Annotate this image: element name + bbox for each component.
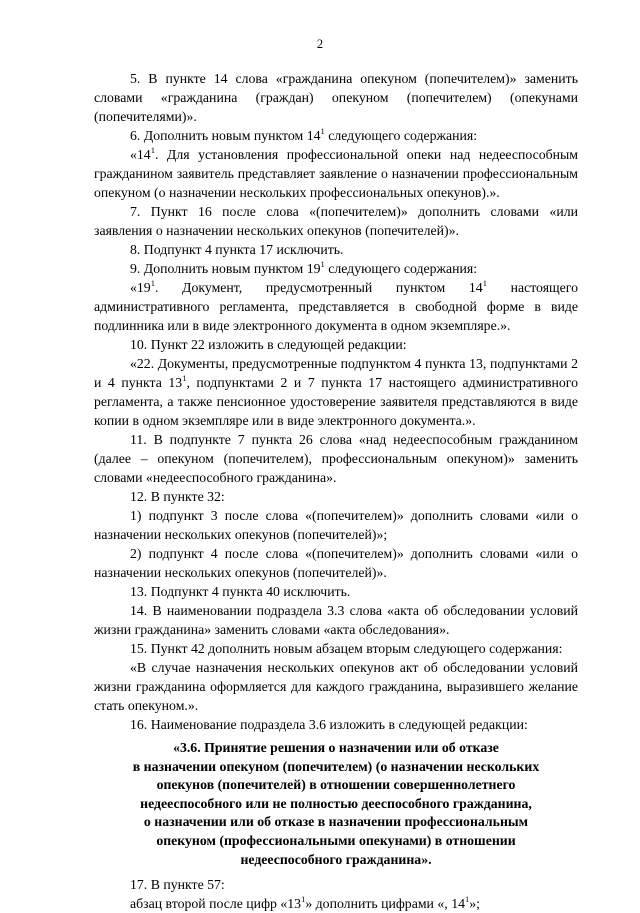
paragraph-p6 — [94, 259, 578, 278]
text-run: 6. Дополнить новым пунктом 14 — [130, 128, 321, 143]
text-run: «14 — [130, 147, 151, 162]
text-run: следующего содержания: — [324, 261, 478, 276]
superscript: 1 — [301, 894, 306, 905]
text-run: , подпунктами 2 и 7 пункта 17 настоящего административного регламента, а также пенсионное удостоверение заявителя представляются в виде копии в одном экземпляре или в виде электронного документа.». — [94, 375, 578, 428]
paragraph-list — [94, 69, 578, 734]
page-number: 2 — [316, 37, 324, 51]
section-heading — [94, 739, 578, 869]
heading-line: недееспособного гражданина». — [240, 851, 432, 867]
paragraph-p18 — [94, 715, 578, 734]
superscript: 1 — [150, 145, 155, 155]
paragraph-p8 — [94, 335, 578, 354]
paragraph-p9 — [94, 354, 578, 430]
text-run: «22. Документы, предусмотренные подпунктом 4 пункта 13, подпунктами 2 и 4 пункта 13 — [94, 356, 578, 390]
text-run: «В случае назначения нескольких опекунов акт об обследовании условий жизни гражданина оформляется для каждого гражданина, выразившего желание стать опекуном.». — [94, 660, 578, 713]
superscript: 1 — [320, 259, 325, 269]
text-run: » дополнить цифрами «, 14 — [305, 896, 465, 912]
paragraph-p19 — [94, 875, 578, 894]
text-run: »; — [469, 896, 480, 912]
heading-line: недееспособного или не полностью дееспособного гражданина, — [140, 795, 532, 811]
superscript: 1 — [320, 126, 325, 136]
paragraph-p15 — [94, 601, 578, 639]
text-run: . Документ, предусмотренный пунктом 14 — [154, 280, 483, 295]
paragraph-p13 — [94, 544, 578, 582]
superscript: 1 — [150, 278, 155, 288]
paragraph-p4 — [94, 202, 578, 240]
text-run: 10. Пункт 22 изложить в следующей редакции: — [130, 337, 407, 352]
heading-line: опекунов (попечителей) в отношении совершеннолетнего — [156, 777, 516, 793]
text-run: 8. Подпункт 4 пункта 17 исключить. — [130, 242, 344, 257]
superscript: 1 — [465, 894, 470, 905]
text-run: 15. Пункт 42 дополнить новым абзацем вторым следующего содержания: — [130, 641, 563, 656]
paragraph-p10 — [94, 430, 578, 487]
text-run: 9. Дополнить новым пунктом 19 — [130, 261, 321, 276]
heading-line: «3.6. Принятие решения о назначении или об отказе — [173, 740, 499, 755]
tail-paragraph-list — [94, 875, 578, 913]
text-run: 1) подпункт 3 после слова «(попечителем)» дополнить словами «или о назначении нескольких опекунов (попечителей)»; — [94, 508, 578, 542]
paragraph-p16 — [94, 639, 578, 658]
text-run: абзац второй после цифр «13 — [130, 896, 302, 912]
text-run: 11. В подпункте 7 пункта 26 слова «над недееспособным гражданином (далее – опекуном (попечителем), профессиональным опекуном)» заменить словами «недееспособного гражданина». — [94, 432, 578, 485]
paragraph-p2 — [94, 126, 578, 145]
text-run: 5. В пункте 14 слова «гражданина опекуном (попечителем)» заменить словами «гражданина (граждан) опекуном (попечителем) (опекунами (попечителями)». — [94, 71, 578, 124]
text-run: «19 — [130, 280, 151, 295]
text-run: 14. В наименовании подраздела 3.3 слова «акта об обследовании условий жизни гражданина» заменить словами «акта обследования». — [94, 603, 578, 637]
text-run: 16. Наименование подраздела 3.6 изложить в следующей редакции: — [130, 717, 528, 732]
document-body — [94, 69, 578, 913]
paragraph-p1 — [94, 69, 578, 126]
paragraph-p7 — [94, 278, 578, 335]
paragraph-p5 — [94, 240, 578, 259]
superscript: 1 — [182, 373, 187, 383]
paragraph-p3 — [94, 145, 578, 202]
paragraph-p14 — [94, 582, 578, 601]
text-run: следующего содержания: — [324, 128, 478, 143]
text-run: 12. В пункте 32: — [130, 489, 225, 504]
paragraph-p11 — [94, 487, 578, 506]
text-run: 7. Пункт 16 после слова «(попечителем)» дополнить словами «или заявления о назначении нескольких опекунов (попечителей)». — [94, 204, 578, 238]
text-run: настоящего административного регламента, представляется в свободной форме в виде подлинника или в виде электронного документа в одном экземпляре.». — [94, 280, 579, 333]
text-run: . Для установления профессиональной опеки над недееспособным гражданином заявитель представляет заявление о назначении профессиональным опекуном (о назначении нескольких профессиональных опекунов).». — [94, 147, 578, 200]
heading-line: опекуном (профессиональными опекунами) в отношении — [156, 832, 516, 848]
superscript: 1 — [482, 278, 487, 288]
paragraph-p12 — [94, 506, 578, 544]
paragraph-p17 — [94, 658, 578, 715]
text-run: 13. Подпункт 4 пункта 40 исключить. — [130, 584, 351, 599]
paragraph-p20 — [94, 894, 578, 913]
text-run: 2) подпункт 4 после слова «(попечителем)» дополнить словами «или о назначении нескольких опекунов (попечителей)». — [94, 546, 578, 580]
heading-line: о назначении или об отказе в назначении профессиональным — [143, 814, 529, 830]
text-run: 17. В пункте 57: — [130, 877, 225, 893]
heading-line: в назначении опекуном (попечителем) (о назначении нескольких — [132, 758, 540, 774]
